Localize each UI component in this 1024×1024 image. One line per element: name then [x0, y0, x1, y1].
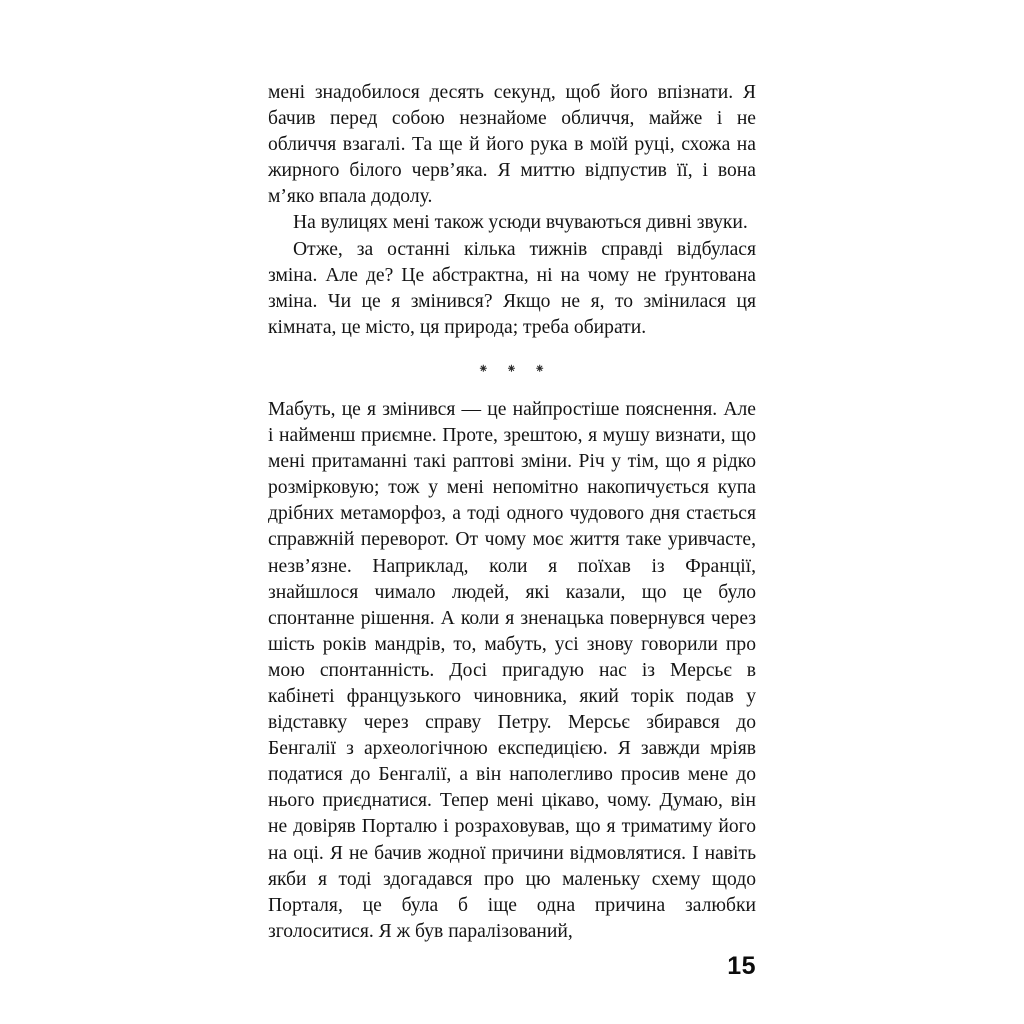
- page-number: 15: [727, 952, 756, 980]
- three-asterisks-ornament-icon: ⁕ ⁕ ⁕: [477, 361, 553, 377]
- paragraph-change-reflection: Отже, за останні кілька тижнів справді відбулася зміна. Але де? Це абстрактна, ні на чому не ґрунтована зміна. Чи це я змінився? Якщо не я, то змінилася ця кімната, це місто, ця природа; треба обирати.: [268, 238, 756, 338]
- paragraph-main-narrative: Мабуть, це я змінився — це найпростіше пояснення. Але і найменш приємне. Проте, зрештою, я мушу визнати, що мені притаманні такі раптові зміни. Річ у тім, що я рідко розмірковую; тож у мені непомітно накопичується купа дрібних метаморфоз, а тоді одного чудового дня стається справжній переворот. От чому моє життя таке уривчасте, незв’язне. Наприклад, коли я поїхав із Франції, знайшлося чимало людей, які казали, що це було спонтанне рішення. А коли я зненацька повернувся через шість років мандрів, то, мабуть, усі знову говорили про мою спонтанність. Досі пригадую нас із Мерсьє в кабінеті французького чиновника, який торік подав у відставку через справу Петру. Мерсьє збирався до Бенгалії з археологічною експедицією. Я завжди мріяв податися до Бенгалії, а він наполегливо просив мене до нього приєднатися. Тепер мені цікаво, чому. Думаю, він не довіряв Порталю і розраховував, що я триматиму його на оці. Я не бачив жодної причини відмовлятися. І навіть якби я тоді здогадався про цю маленьку схему щодо Порталя, це була б іще одна причина залюбки зголоситися. Я ж був паралізований,: [268, 398, 756, 942]
- paragraph-continued: мені знадобилося десять секунд, щоб його впізнати. Я бачив перед собою незнайоме обличчя, майже і не обличчя взагалі. Та ще й його рука в моїй руці, схожа на жирного білого черв’яка. Я миттю відпустив її, і вона м’яко впала додолу.: [268, 82, 756, 208]
- section-divider: [268, 341, 756, 397]
- paragraph-street-sounds: На вулицях мені також усюди вчуваються дивні звуки.: [293, 212, 748, 234]
- text-column: [268, 80, 756, 945]
